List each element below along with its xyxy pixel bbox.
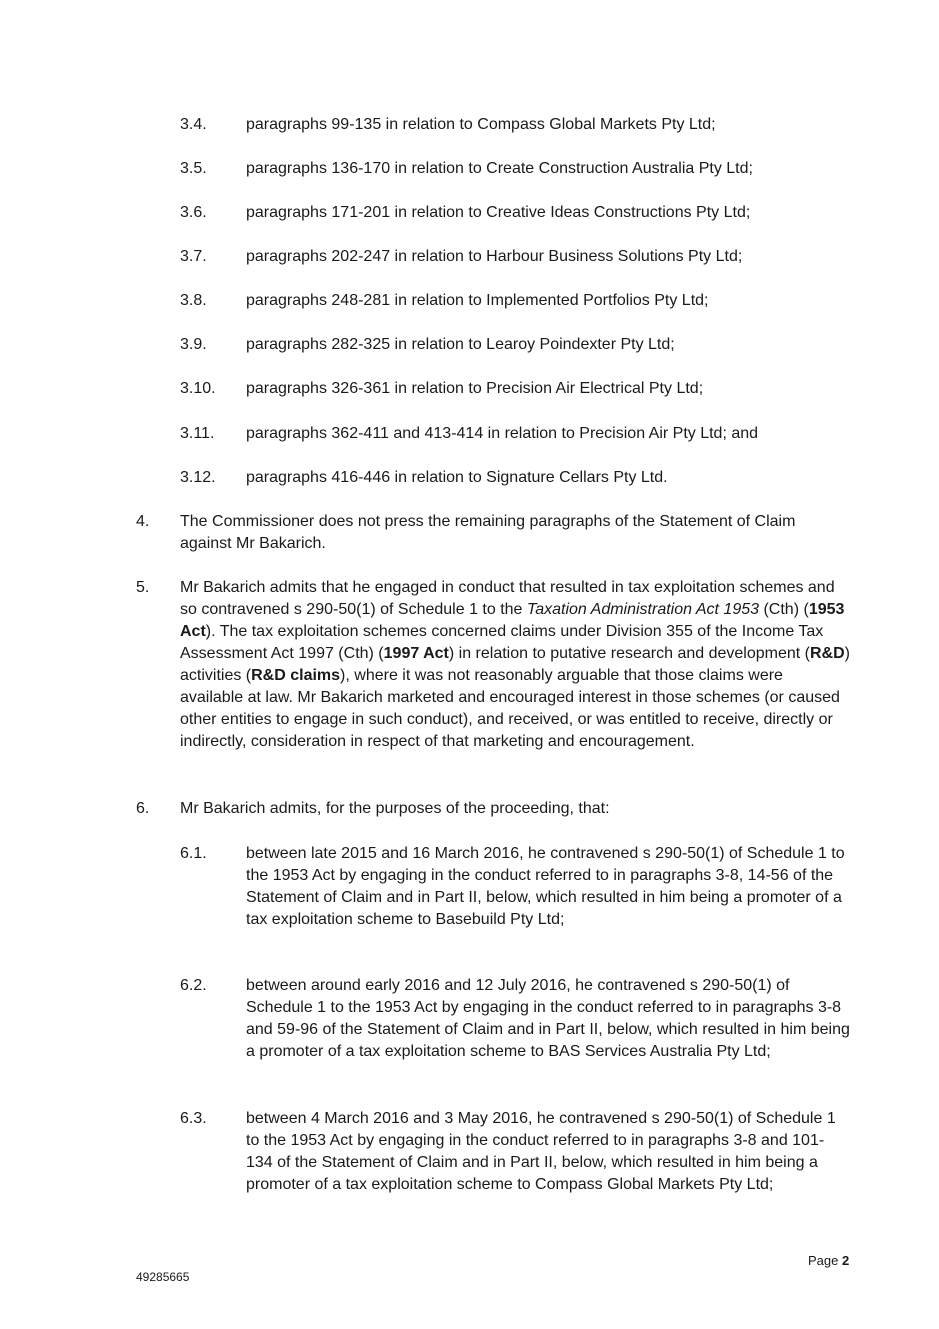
item-text: between late 2015 and 16 March 2016, he contravened s 290-50(1) of Schedule 1 to the 1953 Act by engaging in the conduct referred to in paragraphs 3-8, 14-56 of the Statement of Claim and in Part II, below, which resulted in him being a promoter of a tax exploitation scheme to Basebuild Pty Ltd;	[246, 845, 845, 928]
item-text: paragraphs 282-325 in relation to Learoy Poindexter Pty Ltd;	[246, 336, 675, 353]
item-number: 3.9.	[180, 336, 207, 353]
item-number: 3.4.	[180, 116, 207, 133]
document-id: 49285665	[136, 1270, 190, 1284]
item-number: 3.5.	[180, 160, 207, 177]
paragraph-number: 5.	[136, 579, 150, 596]
item-number: 3.6.	[180, 204, 207, 221]
item-text: between 4 March 2016 and 3 May 2016, he contravened s 290-50(1) of Schedule 1 to the 1953 Act by engaging in the conduct referred to in paragraphs 3-8 and 101-134 of the Statement of Claim and in Part II, below, which resulted in him being a promoter of a tax exploitation scheme to Compass Global Markets Pty Ltd;	[246, 1110, 836, 1193]
item-number: 3.11.	[180, 425, 215, 442]
item-number: 3.7.	[180, 248, 207, 265]
item-text: paragraphs 136-170 in relation to Create Construction Australia Pty Ltd;	[246, 160, 753, 177]
item-number: 3.10.	[180, 380, 216, 397]
item-text: between around early 2016 and 12 July 2016, he contravened s 290-50(1) of Schedule 1 to the 1953 Act by engaging in the conduct referred to in paragraphs 3-8 and 59-96 of the Statement of Claim and in Part II, below, which resulted in him being a promoter of a tax exploitation scheme to BAS Services Australia Pty Ltd;	[246, 977, 850, 1060]
item-number: 3.12.	[180, 469, 216, 486]
paragraph-number: 4.	[136, 513, 150, 530]
item-number: 6.1.	[180, 845, 207, 862]
item-number: 6.2.	[180, 977, 207, 994]
item-text: paragraphs 99-135 in relation to Compass Global Markets Pty Ltd;	[246, 116, 716, 133]
item-text: paragraphs 202-247 in relation to Harbour Business Solutions Pty Ltd;	[246, 248, 743, 265]
paragraph-text: The Commissioner does not press the remaining paragraphs of the Statement of Claim against Mr Bakarich.	[180, 513, 796, 552]
paragraph-text: Mr Bakarich admits that he engaged in conduct that resulted in tax exploitation schemes and so contravened s 290-50(1) of Schedule 1 to the Taxation Administration Act 1953 (Cth) (1953 Act). The tax exploitation schemes concerned claims under Division 355 of the Income Tax Assessment Act 1997 (Cth) (1997 Act) in relation to putative research and development (R&D) activities (R&D claims), where it was not reasonably arguable that those claims were available at law. Mr Bakarich marketed and encouraged interest in those schemes (or caused other entities to engage in such conduct), and received, or was entitled to receive, directly or indirectly, consideration in respect of that marketing and encouragement.	[180, 579, 850, 750]
paragraph-number: 6.	[136, 800, 150, 817]
paragraph-text: Mr Bakarich admits, for the purposes of the proceeding, that:	[180, 800, 610, 817]
item-number: 6.3.	[180, 1110, 207, 1127]
item-number: 3.8.	[180, 292, 207, 309]
item-text: paragraphs 326-361 in relation to Precision Air Electrical Pty Ltd;	[246, 380, 704, 397]
item-text: paragraphs 362-411 and 413-414 in relation to Precision Air Pty Ltd; and	[246, 425, 759, 442]
page-number: Page 2	[808, 1253, 850, 1268]
item-text: paragraphs 171-201 in relation to Creative Ideas Constructions Pty Ltd;	[246, 204, 751, 221]
item-text: paragraphs 416-446 in relation to Signature Cellars Pty Ltd.	[246, 469, 668, 486]
item-text: paragraphs 248-281 in relation to Implemented Portfolios Pty Ltd;	[246, 292, 709, 309]
